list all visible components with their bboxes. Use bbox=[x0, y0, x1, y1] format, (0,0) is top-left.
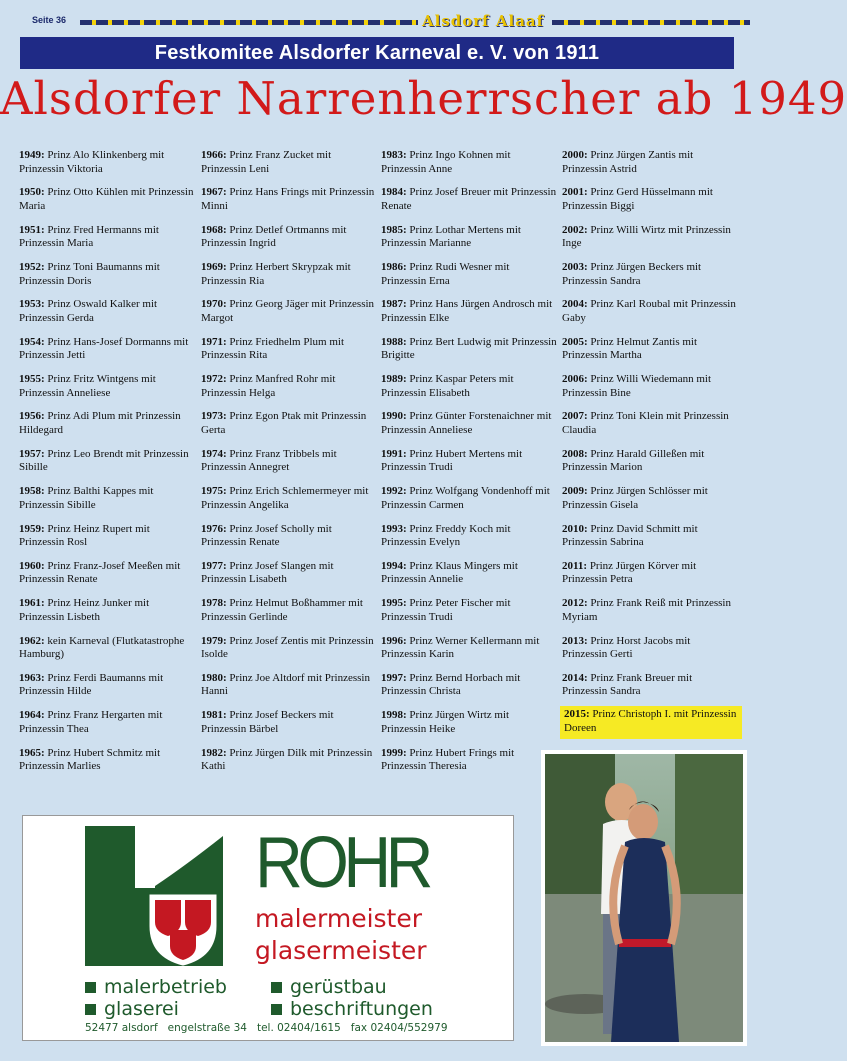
ruler-names: Prinz Fred Hermanns mit Prinzessin Maria bbox=[19, 223, 159, 250]
ruler-names: Prinz Christoph I. mit Prinzessin Doreen bbox=[564, 708, 737, 734]
ruler-entry bbox=[199, 746, 379, 775]
ruler-entry bbox=[17, 671, 197, 700]
ruler-entry bbox=[17, 335, 197, 364]
rulers-list bbox=[17, 148, 742, 788]
ruler-names: Prinz Willi Wiedemann mit Prinzessin Bine bbox=[562, 373, 712, 399]
ruler-year: 2012: bbox=[562, 597, 588, 610]
ad-service-beschriftungen: beschriftungen bbox=[271, 998, 433, 1020]
ruler-year: 2003: bbox=[562, 261, 588, 274]
ruler-names: Prinz Peter Fischer mit Prinzessin Trudi bbox=[381, 597, 511, 623]
ruler-entry bbox=[379, 746, 559, 775]
ruler-names: Prinz Hans Jürgen Androsch mit Prinzessin Elke bbox=[381, 298, 553, 324]
ruler-entry bbox=[199, 671, 379, 700]
ruler-names: Prinz Ferdi Baumanns mit Prinzessin Hilde bbox=[19, 671, 164, 698]
ruler-year: 1996: bbox=[381, 634, 407, 647]
ruler-year: 2004: bbox=[562, 298, 588, 311]
ruler-names: Prinz Willi Wirtz mit Prinzessin Inge bbox=[562, 223, 731, 250]
prince-couple-photo bbox=[541, 750, 747, 1046]
ruler-entry bbox=[17, 372, 197, 401]
ruler-names: Prinz Hans Frings mit Prinzessin Minni bbox=[201, 186, 375, 212]
ruler-year: 1984: bbox=[381, 186, 407, 199]
ruler-entry bbox=[199, 522, 379, 551]
ruler-year: 1962: bbox=[19, 634, 45, 647]
ruler-entry bbox=[199, 596, 379, 625]
ruler-names: Prinz Werner Kellermann mit Prinzessin Karin bbox=[381, 634, 540, 661]
ruler-names: Prinz Heinz Junker mit Prinzessin Lisbeth bbox=[19, 597, 150, 623]
ruler-year: 1952: bbox=[19, 261, 45, 274]
bullet-square-icon bbox=[271, 1004, 282, 1015]
ruler-names: Prinz Bert Ludwig mit Prinzessin Brigitte bbox=[381, 335, 557, 362]
ruler-names: Prinz Herbert Skrypzak mit Prinzessin Ria bbox=[201, 261, 351, 287]
ruler-entry bbox=[379, 260, 559, 289]
ruler-year: 2002: bbox=[562, 223, 588, 236]
ruler-names: Prinz David Schmitt mit Prinzessin Sabrina bbox=[562, 522, 698, 548]
ruler-year: 1997: bbox=[381, 671, 407, 684]
ruler-entry bbox=[199, 223, 379, 252]
ruler-year: 1976: bbox=[201, 522, 227, 535]
ruler-entry bbox=[199, 335, 379, 364]
ruler-names: Prinz Klaus Mingers mit Prinzessin Annelie bbox=[381, 559, 518, 586]
ruler-year: 1988: bbox=[381, 335, 407, 348]
ruler-entry bbox=[379, 522, 559, 551]
ruler-year: 1995: bbox=[381, 597, 407, 610]
ruler-names: Prinz Rudi Wesner mit Prinzessin Erna bbox=[381, 261, 510, 287]
ruler-names: Prinz Horst Jacobs mit Prinzessin Gerti bbox=[562, 634, 691, 661]
ruler-entry bbox=[560, 148, 740, 177]
ad-service-geruestbau: gerüstbau bbox=[271, 976, 387, 998]
ruler-entry bbox=[560, 447, 740, 476]
ruler-names: Prinz Erich Schlemermeyer mit Prinzessin Angelika bbox=[201, 485, 369, 511]
ruler-entry bbox=[560, 522, 740, 551]
ruler-names: Prinz Josef Zentis mit Prinzessin Isolde bbox=[201, 634, 374, 661]
ruler-year: 1994: bbox=[381, 559, 407, 572]
ruler-year: 1977: bbox=[201, 559, 227, 572]
ruler-entry bbox=[379, 708, 559, 737]
ruler-entry bbox=[199, 260, 379, 289]
ad-service-glaserei: glaserei bbox=[85, 998, 179, 1020]
ruler-names: Prinz Josef Breuer mit Prinzessin Renate bbox=[381, 186, 557, 212]
ruler-entry bbox=[379, 409, 559, 438]
bullet-square-icon bbox=[85, 982, 96, 993]
ruler-entry bbox=[560, 260, 740, 289]
ruler-names: Prinz Josef Slangen mit Prinzessin Lisabeth bbox=[201, 559, 334, 586]
title-bar: Festkomitee Alsdorfer Karneval e. V. von 1911 bbox=[20, 37, 734, 69]
ruler-year: 1967: bbox=[201, 186, 227, 199]
ruler-year: 1993: bbox=[381, 522, 407, 535]
ruler-names: Prinz Josef Beckers mit Prinzessin Bärbel bbox=[201, 709, 334, 735]
ruler-year: 1950: bbox=[19, 186, 45, 199]
ruler-entry bbox=[199, 148, 379, 177]
ruler-names: Prinz Josef Scholly mit Prinzessin Renate bbox=[201, 522, 332, 548]
ruler-entry bbox=[379, 335, 559, 364]
ruler-entry bbox=[560, 484, 740, 513]
ruler-year: 1958: bbox=[19, 485, 45, 498]
ruler-names: Prinz Karl Roubal mit Prinzessin Gaby bbox=[562, 298, 736, 324]
ruler-names: Prinz Jürgen Körver mit Prinzessin Petra bbox=[562, 559, 697, 586]
ruler-entry bbox=[379, 223, 559, 252]
ruler-entry bbox=[17, 746, 197, 775]
page-headline: Alsdorfer Narrenherrscher ab 1949 bbox=[0, 72, 847, 125]
ruler-entry bbox=[560, 223, 740, 252]
ruler-names: Prinz Wolfgang Vondenhoff mit Prinzessin Carmen bbox=[381, 485, 550, 511]
ruler-entry bbox=[560, 409, 740, 438]
ruler-names: Prinz Kaspar Peters mit Prinzessin Elisabeth bbox=[381, 373, 514, 399]
ruler-year: 1992: bbox=[381, 485, 407, 498]
bullet-square-icon bbox=[85, 1004, 96, 1015]
ruler-entry bbox=[379, 484, 559, 513]
rohr-logo-icon bbox=[85, 826, 223, 966]
header-stripe-left bbox=[80, 20, 418, 25]
ruler-year: 1970: bbox=[201, 298, 227, 311]
ruler-names: Prinz Fritz Wintgens mit Prinzessin Anneliese bbox=[19, 373, 156, 399]
ruler-entry bbox=[17, 185, 197, 214]
ad-profession-glazier: glasermeister bbox=[255, 936, 427, 965]
ruler-year: 1965: bbox=[19, 746, 45, 759]
ruler-entry bbox=[17, 148, 197, 177]
ruler-names: Prinz Adi Plum mit Prinzessin Hildegard bbox=[19, 410, 181, 436]
ruler-year: 1957: bbox=[19, 447, 45, 460]
ruler-names: Prinz Frank Breuer mit Prinzessin Sandra bbox=[562, 671, 693, 698]
ruler-year: 1982: bbox=[201, 746, 227, 759]
ruler-names: Prinz Leo Brendt mit Prinzessin Sibille bbox=[19, 447, 189, 474]
ruler-entry bbox=[17, 297, 197, 326]
ruler-entry bbox=[17, 596, 197, 625]
ruler-names: Prinz Manfred Rohr mit Prinzessin Helga bbox=[201, 373, 336, 399]
ruler-names: Prinz Hubert Frings mit Prinzessin Theresia bbox=[381, 746, 515, 773]
ruler-year: 1969: bbox=[201, 261, 227, 274]
ruler-names: Prinz Jürgen Wirtz mit Prinzessin Heike bbox=[381, 709, 510, 735]
ruler-year: 1963: bbox=[19, 671, 45, 684]
ruler-year: 2015: bbox=[564, 708, 590, 721]
ruler-entry bbox=[199, 634, 379, 663]
ruler-entry bbox=[560, 372, 740, 401]
ruler-entry bbox=[379, 634, 559, 663]
ruler-year: 1973: bbox=[201, 410, 227, 423]
ad-profession-painter: malermeister bbox=[255, 904, 423, 933]
ruler-names: Prinz Jürgen Beckers mit Prinzessin Sandra bbox=[562, 261, 702, 287]
ruler-entry bbox=[379, 447, 559, 476]
ruler-names: Prinz Helmut Boßhammer mit Prinzessin Gerlinde bbox=[201, 597, 363, 623]
ruler-names: Prinz Ingo Kohnen mit Prinzessin Anne bbox=[381, 149, 511, 175]
ruler-names: Prinz Günter Forstenaichner mit Prinzessin Anneliese bbox=[381, 410, 552, 436]
ruler-year: 1955: bbox=[19, 373, 45, 386]
ruler-entry bbox=[17, 484, 197, 513]
ruler-entry bbox=[17, 447, 197, 476]
ruler-year: 1953: bbox=[19, 298, 45, 311]
ruler-year: 1964: bbox=[19, 709, 45, 722]
ruler-year: 2008: bbox=[562, 447, 588, 460]
ruler-entry bbox=[199, 372, 379, 401]
ruler-names: Prinz Hubert Mertens mit Prinzessin Trudi bbox=[381, 447, 523, 474]
ruler-names: Prinz Balthi Kappes mit Prinzessin Sibille bbox=[19, 485, 154, 511]
brand-title: Alsdorf Alaaf bbox=[422, 12, 545, 30]
ruler-entry bbox=[379, 185, 559, 214]
ruler-year: 1986: bbox=[381, 261, 407, 274]
ruler-entry bbox=[199, 297, 379, 326]
ruler-year: 2011: bbox=[562, 559, 588, 572]
ruler-year: 1989: bbox=[381, 373, 407, 386]
ruler-year: 2007: bbox=[562, 410, 588, 423]
ruler-names: Prinz Hubert Schmitz mit Prinzessin Marlies bbox=[19, 746, 161, 773]
ruler-year: 2000: bbox=[562, 149, 588, 161]
ruler-names: Prinz Heinz Rupert mit Prinzessin Rosl bbox=[19, 522, 150, 548]
ruler-entry bbox=[379, 596, 559, 625]
ruler-entry bbox=[199, 447, 379, 476]
ruler-year: 1983: bbox=[381, 149, 407, 161]
ruler-entry bbox=[199, 708, 379, 737]
ruler-year: 2005: bbox=[562, 335, 588, 348]
ruler-names: Prinz Franz Tribbels mit Prinzessin Annegret bbox=[201, 447, 337, 474]
ruler-year: 1960: bbox=[19, 559, 45, 572]
ruler-names: Prinz Jürgen Zantis mit Prinzessin Astrid bbox=[562, 149, 694, 175]
ruler-year: 2010: bbox=[562, 522, 588, 535]
ruler-entry bbox=[379, 671, 559, 700]
ruler-year: 1961: bbox=[19, 597, 45, 610]
ruler-year: 1956: bbox=[19, 410, 45, 423]
ruler-entry bbox=[560, 559, 740, 588]
ruler-year: 2014: bbox=[562, 671, 588, 684]
page-number: Seite 36 bbox=[32, 15, 67, 25]
ruler-entry bbox=[17, 522, 197, 551]
advertisement-rohr[interactable] bbox=[22, 815, 514, 1041]
page-header bbox=[0, 12, 750, 32]
current-ruler-entry bbox=[560, 706, 742, 739]
ruler-year: 2013: bbox=[562, 634, 588, 647]
ruler-entry bbox=[560, 335, 740, 364]
ruler-year: 1981: bbox=[201, 709, 227, 722]
ruler-year: 1968: bbox=[201, 223, 227, 236]
ruler-entry bbox=[379, 297, 559, 326]
ruler-names: Prinz Jürgen Dilk mit Prinzessin Kathi bbox=[201, 746, 373, 773]
ruler-entry bbox=[379, 148, 559, 177]
ruler-entry bbox=[17, 409, 197, 438]
ruler-year: 1998: bbox=[381, 709, 407, 722]
couple-photo-image bbox=[545, 754, 743, 1042]
ruler-names: Prinz Franz Zucket mit Prinzessin Leni bbox=[201, 149, 332, 175]
ruler-names: Prinz Jürgen Schlösser mit Prinzessin Gisela bbox=[562, 485, 708, 511]
ruler-entry bbox=[17, 260, 197, 289]
ruler-entry bbox=[199, 484, 379, 513]
ruler-names: Prinz Frank Reiß mit Prinzessin Myriam bbox=[562, 597, 731, 623]
ruler-year: 1954: bbox=[19, 335, 45, 348]
ruler-year: 1975: bbox=[201, 485, 227, 498]
ruler-year: 1999: bbox=[381, 746, 407, 759]
ruler-year: 1978: bbox=[201, 597, 227, 610]
ruler-year: 1991: bbox=[381, 447, 407, 460]
ruler-entry bbox=[560, 596, 740, 625]
ruler-year: 2006: bbox=[562, 373, 588, 386]
ruler-names: Prinz Freddy Koch mit Prinzessin Evelyn bbox=[381, 522, 511, 548]
ruler-names: Prinz Hans-Josef Dormanns mit Prinzessin Jetti bbox=[19, 335, 189, 362]
ruler-entry bbox=[17, 559, 197, 588]
ruler-year: 1972: bbox=[201, 373, 227, 386]
ruler-entry bbox=[379, 559, 559, 588]
ruler-names: Prinz Helmut Zantis mit Prinzessin Martha bbox=[562, 335, 698, 362]
ruler-names: Prinz Friedhelm Plum mit Prinzessin Rita bbox=[201, 335, 345, 362]
header-stripe-right bbox=[552, 20, 750, 25]
ruler-year: 1990: bbox=[381, 410, 407, 423]
ruler-names: Prinz Franz-Josef Meeßen mit Prinzessin Renate bbox=[19, 559, 181, 586]
ruler-names: Prinz Egon Ptak mit Prinzessin Gerta bbox=[201, 410, 367, 436]
ruler-names: Prinz Detlef Ortmanns mit Prinzessin Ingrid bbox=[201, 223, 347, 250]
ruler-names: Prinz Toni Baumanns mit Prinzessin Doris bbox=[19, 261, 160, 287]
ruler-names: Prinz Joe Altdorf mit Prinzessin Hanni bbox=[201, 671, 370, 698]
ruler-year: 1949: bbox=[19, 149, 45, 161]
ruler-year: 1979: bbox=[201, 634, 227, 647]
ruler-year: 1980: bbox=[201, 671, 227, 684]
ruler-year: 1971: bbox=[201, 335, 227, 348]
ruler-year: 1987: bbox=[381, 298, 407, 311]
ruler-year: 1951: bbox=[19, 223, 45, 236]
ruler-names: Prinz Harald Gilleßen mit Prinzessin Marion bbox=[562, 447, 705, 474]
ruler-year: 2009: bbox=[562, 485, 588, 498]
ruler-year: 1966: bbox=[201, 149, 227, 161]
ruler-entry bbox=[560, 634, 740, 663]
ruler-names: kein Karneval (Flutkatastrophe Hamburg) bbox=[19, 634, 185, 661]
ruler-year: 1985: bbox=[381, 223, 407, 236]
ruler-entry bbox=[17, 223, 197, 252]
ruler-entry bbox=[379, 372, 559, 401]
ruler-entry bbox=[17, 708, 197, 737]
ruler-entry bbox=[560, 297, 740, 326]
ruler-entry bbox=[560, 671, 740, 700]
ruler-entry bbox=[560, 185, 740, 214]
ruler-entry bbox=[17, 634, 197, 663]
ruler-names: Prinz Alo Klinkenberg mit Prinzessin Viktoria bbox=[19, 149, 165, 175]
ad-service-malerbetrieb: malerbetrieb bbox=[85, 976, 227, 998]
ruler-names: Prinz Toni Klein mit Prinzessin Claudia bbox=[562, 410, 729, 436]
ruler-names: Prinz Oswald Kalker mit Prinzessin Gerda bbox=[19, 298, 158, 324]
ruler-names: Prinz Otto Kühlen mit Prinzessin Maria bbox=[19, 186, 194, 212]
bullet-square-icon bbox=[271, 982, 282, 993]
ruler-entry bbox=[199, 559, 379, 588]
ruler-names: Prinz Lothar Mertens mit Prinzessin Marianne bbox=[381, 223, 521, 250]
ruler-entry bbox=[199, 185, 379, 214]
ruler-year: 2001: bbox=[562, 186, 588, 199]
ruler-names: Prinz Franz Hergarten mit Prinzessin Thea bbox=[19, 709, 163, 735]
ruler-names: Prinz Georg Jäger mit Prinzessin Margot bbox=[201, 298, 375, 324]
ruler-year: 1974: bbox=[201, 447, 227, 460]
ruler-names: Prinz Gerd Hüsselmann mit Prinzessin Biggi bbox=[562, 186, 713, 212]
ad-brand-name: ROHR bbox=[255, 823, 428, 903]
ruler-names: Prinz Bernd Horbach mit Prinzessin Christa bbox=[381, 671, 521, 698]
ad-contact: 52477 alsdorf engelstraße 34 tel. 02404/1615 fax 02404/552979 bbox=[85, 1022, 448, 1034]
ruler-entry bbox=[199, 409, 379, 438]
ruler-year: 1959: bbox=[19, 522, 45, 535]
